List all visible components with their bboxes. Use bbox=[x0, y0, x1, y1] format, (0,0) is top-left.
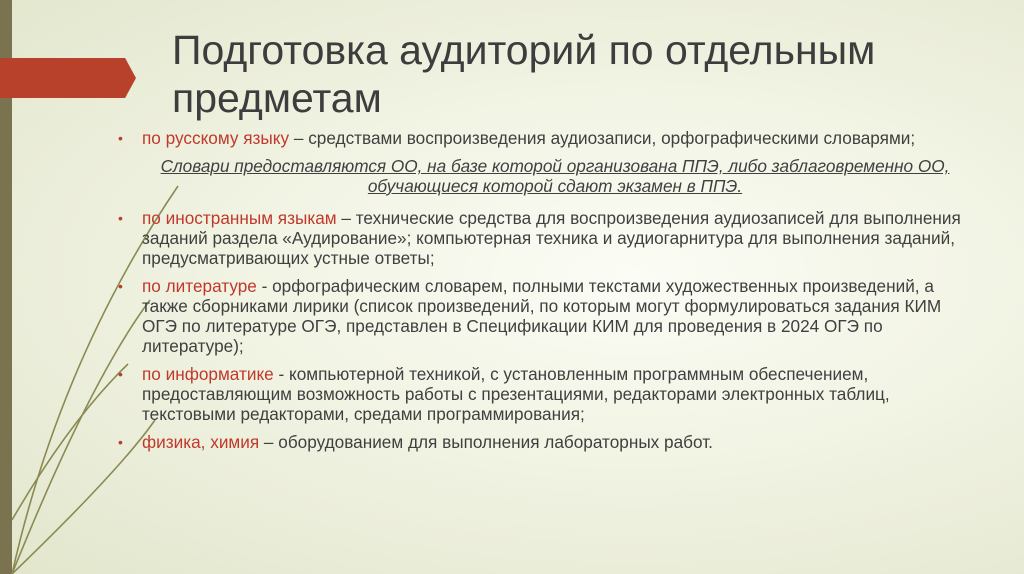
item-text: – средствами воспроизведения аудиозаписи, орфографическими словарями; bbox=[289, 128, 916, 148]
item-text: - компьютерной техникой, с установленным программным обеспечением, предоставляющим возможность работы с презентациями, редакторами электронных таблиц, текстовыми редакторами, средами программирования; bbox=[142, 364, 890, 424]
list-item bbox=[118, 128, 968, 148]
bullet-icon: • bbox=[118, 366, 123, 382]
item-text: – технические средства для воспроизведения аудиозаписей для выполнения заданий раздела «Аудирование»; компьютерная техника и аудиогарнитура для выполнения заданий, предусматривающих устные ответы; bbox=[142, 208, 961, 268]
list-item bbox=[118, 364, 968, 424]
list-item bbox=[118, 208, 968, 268]
slide-content bbox=[118, 128, 968, 460]
dictionary-note: Словари предоставляются ОО, на базе которой организована ППЭ, либо заблаговременно ОО, обучающиеся которой сдают экзамен в ППЭ. bbox=[160, 156, 950, 196]
list-item bbox=[118, 432, 968, 452]
item-text: - орфографическим словарем, полными текстами художественных произведений, а также сборниками лирики (список произведений, по которым могут формулироваться задания КИМ ОГЭ по литературе ОГЭ, представлен в Спецификации КИМ для проведения в 2024 ОГЭ по литературе); bbox=[142, 276, 942, 356]
slide-title: Подготовка аудиторий по отдельным предметам bbox=[172, 27, 876, 121]
item-text: – оборудованием для выполнения лабораторных работ. bbox=[259, 432, 713, 452]
bullet-icon: • bbox=[118, 278, 123, 294]
item-subject: по иностранным языкам bbox=[142, 208, 337, 228]
title-arrow-shape bbox=[0, 58, 136, 98]
item-subject: по русскому языку bbox=[142, 128, 290, 148]
item-subject: физика, химия bbox=[142, 432, 260, 452]
bullet-icon: • bbox=[118, 130, 123, 146]
item-subject: по литературе bbox=[142, 276, 257, 296]
list-item bbox=[118, 276, 968, 356]
item-subject: по информатике bbox=[142, 364, 274, 384]
bullet-icon: • bbox=[118, 434, 123, 450]
bullet-icon: • bbox=[118, 210, 123, 226]
